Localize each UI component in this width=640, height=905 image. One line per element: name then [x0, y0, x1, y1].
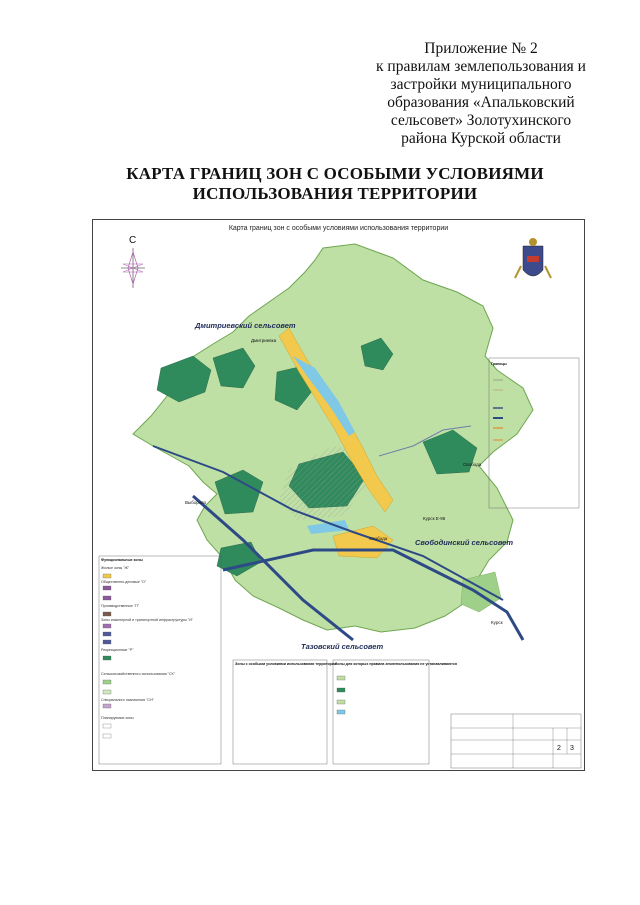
- compass-north-label: С: [129, 235, 137, 246]
- coat-of-arms-icon: [515, 238, 551, 278]
- appendix-line: застройки муниципального: [390, 76, 572, 93]
- svg-text:2: 2: [557, 745, 561, 752]
- appendix-line: сельсовет» Золотухинского: [390, 112, 572, 129]
- legend-group: Планируемые зоны: [101, 716, 134, 720]
- settlement-label: Выборово: [185, 500, 207, 505]
- title-block: [451, 714, 581, 768]
- settlement-label: Курск Е-95: [423, 516, 446, 521]
- legend-left-header: Функциональные зоны: [101, 558, 143, 562]
- neighbor-label-east: Свободинский сельсовет: [415, 538, 514, 547]
- title-line-1: КАРТА ГРАНИЦ ЗОН С ОСОБЫМИ УСЛОВИЯМИ: [126, 164, 544, 183]
- settlement-label: Курск: [491, 620, 503, 625]
- legend-group: Сельскохозяйственного использования "СХ": [101, 672, 176, 676]
- map-sheet: [92, 219, 585, 771]
- legend-right-header: Зоны для которых правила землепользования не устанавливаются: [335, 662, 457, 666]
- title-line-2: ИСПОЛЬЗОВАНИЯ ТЕРРИТОРИИ: [192, 184, 478, 203]
- map-drawing: [93, 220, 586, 772]
- settlement-territory: [133, 244, 533, 632]
- appendix-line: образования «Апальковский: [387, 94, 575, 111]
- legend-group: Рекреационные "Р": [101, 648, 134, 652]
- legend-boundaries-header: Границы: [491, 362, 507, 366]
- settlement-label: Свобода: [463, 462, 482, 467]
- legend-group: Специального назначения "СН": [101, 698, 154, 702]
- document-title: [100, 164, 570, 204]
- appendix-line: Приложение № 2: [424, 40, 538, 57]
- svg-text:3: 3: [570, 745, 574, 752]
- neighbor-label-north-west: Дмитриевский сельсовет: [195, 321, 296, 330]
- compass-icon: [121, 248, 145, 288]
- appendix-line: к правилам землепользования и: [376, 58, 586, 75]
- settlement-label: Свобода: [369, 536, 388, 541]
- legend-middle-header: Зоны с особыми условиями использования территории: [235, 662, 337, 666]
- legend-group: Зоны инженерной и транспортной инфраструктуры "И": [101, 618, 193, 622]
- neighbor-label-south: Тазовский сельсовет: [301, 642, 384, 651]
- legend-group: Жилые зоны "Ж": [101, 566, 130, 570]
- legend-group: Общественно-деловые "О": [101, 580, 147, 584]
- legend-group: Производственные "П": [101, 604, 140, 608]
- settlement-label: Дмитриевка: [251, 338, 277, 343]
- map-inner-title: Карта границ зон с особыми условиями использования территории: [228, 225, 449, 232]
- appendix-block: [356, 40, 606, 148]
- appendix-line: района Курской области: [401, 130, 561, 147]
